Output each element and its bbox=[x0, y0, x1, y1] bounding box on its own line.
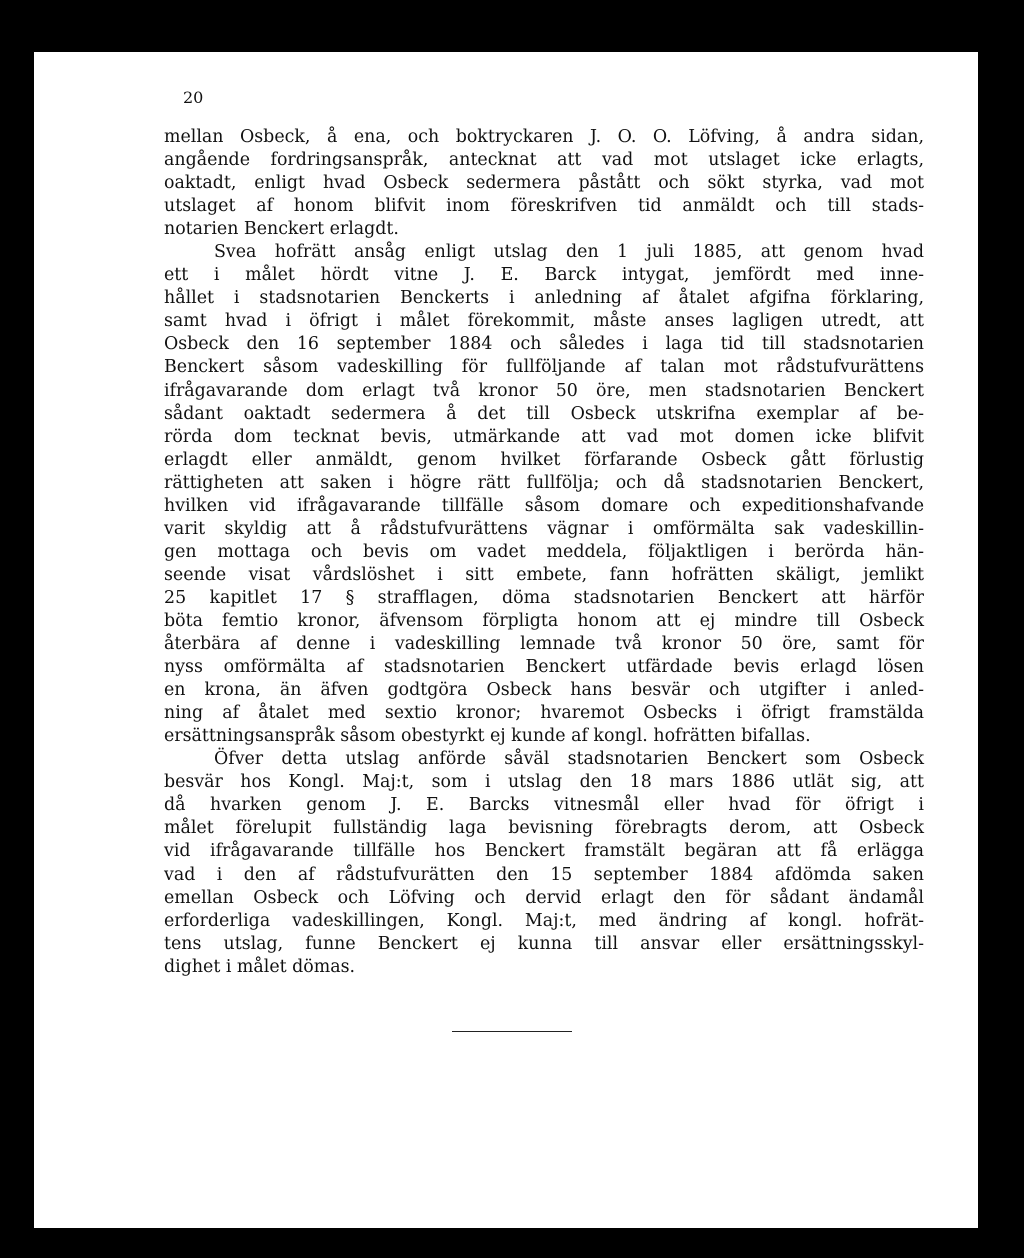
text-line: Öfver detta utslag anförde såväl stadsnotarien Benckert som Osbeck bbox=[214, 749, 924, 770]
text-line: erforderliga vadeskillingen, Kongl. Maj:t, med ändring af kongl. hofrät- bbox=[164, 910, 924, 931]
text-line: emellan Osbeck och Löfving och dervid erlagt den för sådant ändamål bbox=[164, 887, 924, 908]
text-line: Benckert såsom vadeskilling för fullföljande af talan mot rådstufvurättens bbox=[164, 357, 924, 378]
text-line: oaktadt, enligt hvad Osbeck sedermera påstått och sökt styrka, vad mot bbox=[164, 173, 924, 194]
text-line: varit skyldig att å rådstufvurättens vägnar i omförmälta sak vadeskillin- bbox=[164, 518, 924, 539]
text-line: rättigheten att saken i högre rätt fullfölja; och då stadsnotarien Benckert, bbox=[164, 472, 924, 493]
text-line: Osbeck den 16 september 1884 och således i laga tid till stadsnotarien bbox=[164, 334, 924, 355]
text-line: seende visat vårdslöshet i sitt embete, fann hofrätten skäligt, jemlikt bbox=[164, 564, 924, 585]
text-line: ett i målet hördt vitne J. E. Barck intygat, jemfördt med inne- bbox=[164, 265, 924, 286]
text-line: 25 kapitlet 17 § strafflagen, döma stadsnotarien Benckert att härför bbox=[164, 587, 924, 608]
text-line: utslaget af honom blifvit inom föreskrifven tid anmäldt och till stads- bbox=[164, 196, 924, 217]
text-line: rörda dom tecknat bevis, utmärkande att vad mot domen icke blifvit bbox=[164, 426, 924, 447]
text-line: gen mottaga och bevis om vadet meddela, följaktligen i berörda hän- bbox=[164, 541, 924, 562]
text-line: vid ifrågavarande tillfälle hos Benckert framstält begäran att få erlägga bbox=[164, 841, 924, 862]
text-line: angående fordringsanspråk, antecknat att vad mot utslaget icke erlagts, bbox=[164, 150, 924, 171]
text-line: hållet i stadsnotarien Benckerts i anledning af åtalet afgifna förklaring, bbox=[164, 288, 924, 309]
text-line: sådant oaktadt sedermera å det till Osbeck utskrifna exemplar af be- bbox=[164, 403, 924, 424]
text-line: tens utslag, funne Benckert ej kunna till ansvar eller ersättningsskyl- bbox=[164, 933, 924, 954]
text-line: samt hvad i öfrigt i målet förekommit, måste anses lagligen utredt, att bbox=[164, 311, 924, 332]
text-line: nyss omförmälta af stadsnotarien Benckert utfärdade bevis erlagd lösen bbox=[164, 657, 924, 678]
text-line: böta femtio kronor, äfvensom förpligta honom att ej mindre till Osbeck bbox=[164, 610, 924, 631]
body-text bbox=[164, 126, 924, 979]
section-divider bbox=[452, 1031, 572, 1032]
text-line: ifrågavarande dom erlagt två kronor 50 öre, men stadsnotarien Benckert bbox=[164, 380, 924, 401]
text-line: dighet i målet dömas. bbox=[164, 956, 356, 977]
text-line: målet förelupit fullständig laga bevisning förebragts derom, att Osbeck bbox=[164, 818, 924, 839]
text-line: då hvarken genom J. E. Barcks vitnesmål eller hvad för öfrigt i bbox=[164, 795, 924, 816]
page-number: 20 bbox=[183, 88, 204, 107]
text-line: hvilken vid ifrågavarande tillfälle såsom domare och expeditionshafvande bbox=[164, 495, 924, 516]
text-line: erlagdt eller anmäldt, genom hvilket förfarande Osbeck gått förlustig bbox=[164, 449, 924, 470]
text-line: en krona, än äfven godtgöra Osbeck hans besvär och utgifter i anled- bbox=[164, 680, 924, 701]
text-line: mellan Osbeck, å ena, och boktryckaren J. O. O. Löfving, å andra sidan, bbox=[164, 127, 924, 147]
text-line: notarien Benckert erlagdt. bbox=[164, 219, 399, 240]
text-line: ersättningsanspråk såsom obestyrkt ej kunde af kongl. hofrätten bifallas. bbox=[164, 726, 811, 747]
text-line: besvär hos Kongl. Maj:t, som i utslag den 18 mars 1886 utlät sig, att bbox=[164, 772, 924, 793]
text-line: Svea hofrätt ansåg enligt utslag den 1 juli 1885, att genom hvad bbox=[214, 242, 924, 263]
text-line: vad i den af rådstufvurätten den 15 september 1884 afdömda saken bbox=[164, 864, 924, 885]
text-line: återbära af denne i vadeskilling lemnade två kronor 50 öre, samt för bbox=[164, 634, 924, 655]
text-line: ning af åtalet med sextio kronor; hvaremot Osbecks i öfrigt framstälda bbox=[164, 703, 924, 724]
